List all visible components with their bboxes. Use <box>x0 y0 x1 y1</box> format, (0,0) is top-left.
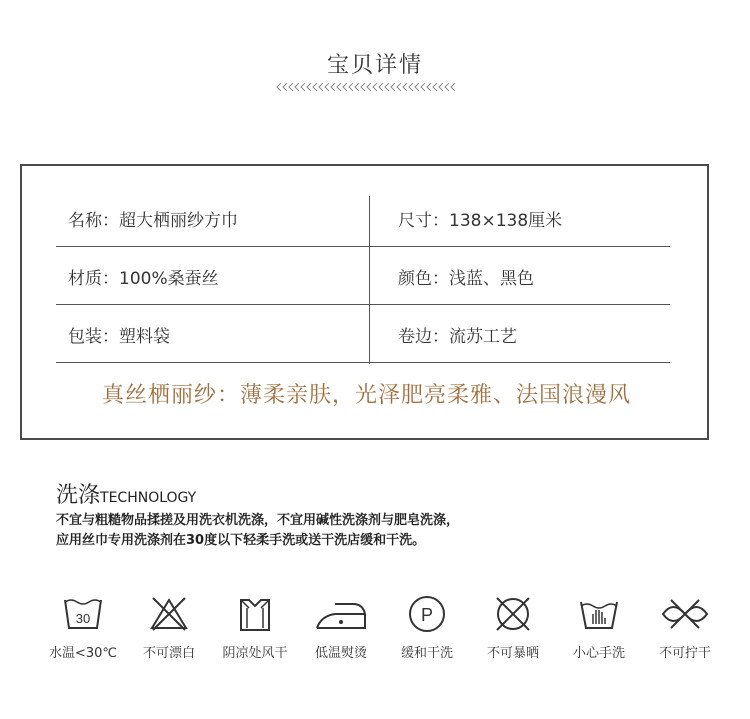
shade-dry-icon <box>233 594 277 634</box>
care-label: 不可拧干 <box>658 646 711 661</box>
spec-divider <box>369 196 370 364</box>
care-label: 不可暴晒 <box>486 646 539 661</box>
slogan: 真丝栖丽纱：薄柔亲肤，光泽肥亮柔雅、法国浪漫风 <box>101 383 631 408</box>
low-iron-icon <box>313 594 369 634</box>
care-item <box>126 594 212 661</box>
dry-clean-mark: P <box>420 605 434 625</box>
wash-instructions <box>56 511 459 551</box>
page-title: 宝贝详情 <box>326 53 423 78</box>
spec-row <box>56 196 670 247</box>
care-item <box>384 594 470 661</box>
spec-row <box>56 312 670 363</box>
care-item <box>470 594 556 661</box>
wash-30-icon <box>61 594 105 634</box>
spec-size: 尺寸：138×138厘米 <box>398 211 563 231</box>
spec-packaging: 包装：塑料袋 <box>68 327 170 347</box>
hand-wash-icon <box>577 594 621 634</box>
no-wring-icon <box>659 594 711 634</box>
title-decoration <box>275 82 459 92</box>
care-label: 水温<30℃ <box>48 646 118 661</box>
dry-clean-p-icon <box>405 594 449 634</box>
spec-name: 名称：超大栖丽纱方巾 <box>68 211 238 231</box>
spec-material: 材质：100%桑蚕丝 <box>68 269 219 289</box>
no-sun-dry-icon <box>491 594 535 634</box>
wash-temp-mark: 30 <box>75 611 91 626</box>
wash-title-cn: 洗涤 <box>56 483 101 508</box>
care-label: 缓和干洗 <box>400 646 453 661</box>
care-label: 不可漂白 <box>142 646 195 661</box>
care-item <box>212 594 298 661</box>
wash-line-1: 不宜与粗糙物品揉搓及用洗衣机洗涤，不宜用碱性洗涤剂与肥皂洗涤， <box>56 513 460 528</box>
wash-title <box>56 478 196 509</box>
no-bleach-icon <box>147 594 191 634</box>
spec-edge: 卷边：流苏工艺 <box>398 327 517 347</box>
spec-table <box>56 196 670 364</box>
care-item <box>298 594 384 661</box>
care-label: 小心手洗 <box>572 646 625 661</box>
care-item <box>556 594 642 661</box>
care-item <box>40 594 126 661</box>
care-item <box>642 594 728 661</box>
spec-box <box>20 164 709 440</box>
care-label: 阴凉处风干 <box>222 646 288 661</box>
spec-color: 颜色：浅蓝、黑色 <box>398 269 534 289</box>
wash-line-2: 应用丝巾专用洗涤剂在30度以下轻柔手洗或送干洗店缓和干洗。 <box>56 533 426 548</box>
care-icons-row <box>40 594 720 674</box>
spec-row <box>56 254 670 305</box>
care-label: 低温熨烫 <box>314 646 367 661</box>
wash-title-en: TECHNOLOGY <box>100 490 197 506</box>
